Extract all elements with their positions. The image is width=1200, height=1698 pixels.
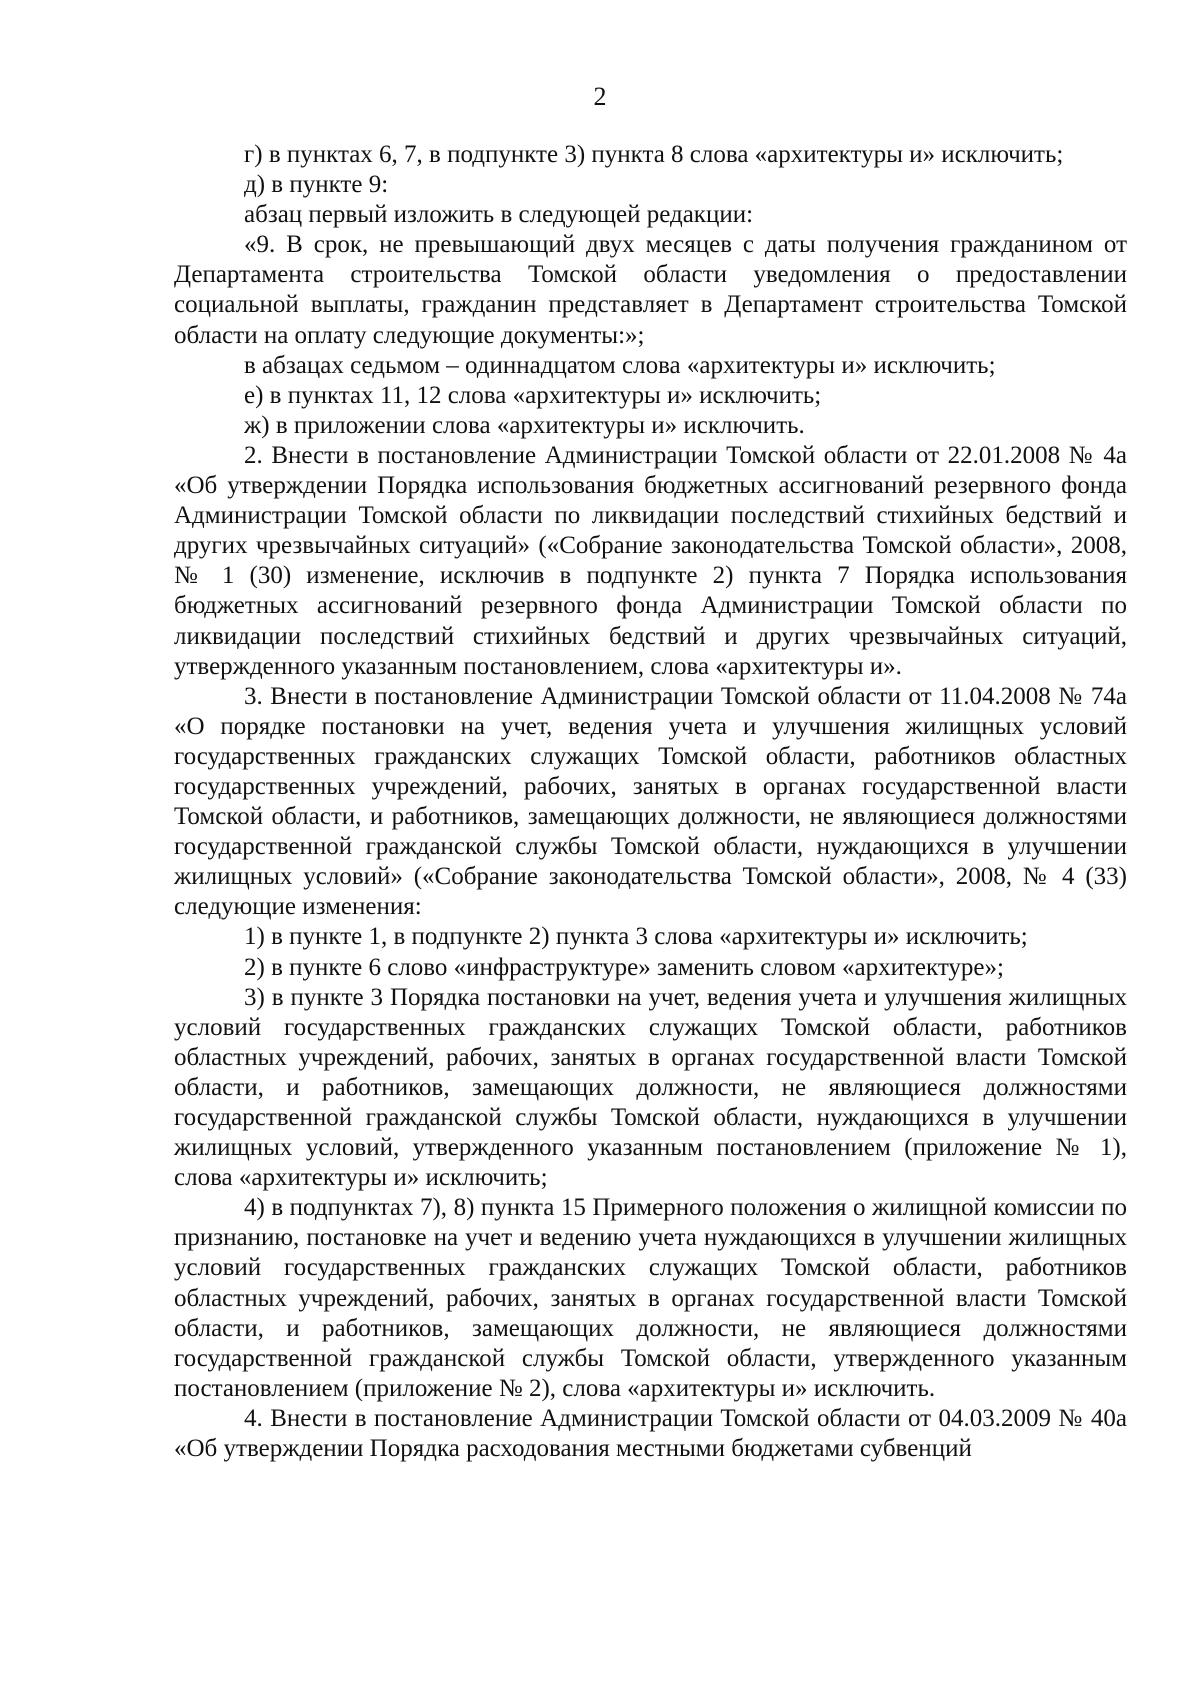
paragraph-item-3-sub-4: 4) в подпунктах 7), 8) пункта 15 Примерного положения о жилищной комиссии по признанию, постановке на учет и ведению учета нуждающихся в улучшении жилищных условий государственных гражданских служащих Томской области, работников областных учреждений, рабочих, занятых в органах государственной власти Томской области, и работников, замещающих должности, не являющиеся должностями государственной гражданской службы Томской области, утвержденного указанным постановлением (приложение № 2), слова «архитектуры и» исключить. <box>174 1194 1127 1402</box>
paragraph-item-3-sub-1: 1) в пункте 1, в подпункте 2) пункта 3 слова «архитектуры и» исключить; <box>244 923 1028 951</box>
document-body <box>174 140 1127 1464</box>
paragraph-first-abzac: абзац первый изложить в следующей редакции: <box>244 201 754 229</box>
paragraph-item-2: 2. Внести в постановление Администрации Томской области от 22.01.2008 № 4а «Об утверждении Порядка использования бюджетных ассигнований резервного фонда Администрации Томской области по ликвидации последствий стихийных бедствий и других чрезвычайных ситуаций» («Собрание законодательства Томской области», 2008, № 1 (30) изменение, исключив в подпункте 2) пункта 7 Порядка использования бюджетных ассигнований резервного фонда Администрации Томской области по ликвидации последствий стихийных бедствий и других чрезвычайных ситуаций, утвержденного указанным постановлением, слова «архитектуры и». <box>174 441 1127 680</box>
paragraph-item-3-sub-3: 3) в пункте 3 Порядка постановки на учет, ведения учета и улучшения жилищных условий государственных гражданских служащих Томской области, работников областных учреждений, рабочих, занятых в органах государственной власти Томской области, и работников, замещающих должности, не являющиеся должностями государственной гражданской службы Томской области, нуждающихся в улучшении жилищных условий, утвержденного указанным постановлением (приложение № 1), слова «архитектуры и» исключить; <box>174 983 1127 1192</box>
paragraph-amendment-e: е) в пунктах 11, 12 слова «архитектуры и» исключить; <box>244 381 822 409</box>
paragraph-abzac-7-11: в абзацах седьмом – одиннадцатом слова «архитектуры и» исключить; <box>244 351 996 379</box>
page-number: 2 <box>593 82 607 111</box>
paragraph-amendment-d: д) в пункте 9: <box>244 171 389 199</box>
paragraph-amendment-zh: ж) в приложении слова «архитектуры и» исключить. <box>244 411 805 439</box>
paragraph-item-3-sub-2: 2) в пункте 6 слово «инфраструктуре» заменить словом «архитектуре»; <box>244 953 1004 981</box>
paragraph-item-4: 4. Внести в постановление Администрации Томской области от 04.03.2009 № 40а «Об утверждении Порядка расходования местными бюджетами субвенций <box>174 1404 1127 1463</box>
paragraph-item-3: 3. Внести в постановление Администрации Томской области от 11.04.2008 № 74а «О порядке постановки на учет, ведения учета и улучшения жилищных условий государственных гражданских служащих Томской области, работников областных государственных учреждений, рабочих, занятых в органах государственной власти Томской области, и работников, замещающих должности, не являющиеся должностями государственной гражданской службы Томской области, нуждающихся в улучшении жилищных условий» («Собрание законодательства Томской области», 2008, № 4 (33) следующие изменения: <box>174 682 1127 921</box>
paragraph-amendment-g: г) в пунктах 6, 7, в подпункте 3) пункта 8 слова «архитектуры и» исключить; <box>244 141 1064 168</box>
paragraph-new-wording-9: «9. В срок, не превышающий двух месяцев с даты получения гражданином от Департамента строительства Томской области уведомления о предоставлении социальной выплаты, гражданин представляет в Департамент строительства Томской области на оплату следующие документы:»; <box>174 231 1127 349</box>
